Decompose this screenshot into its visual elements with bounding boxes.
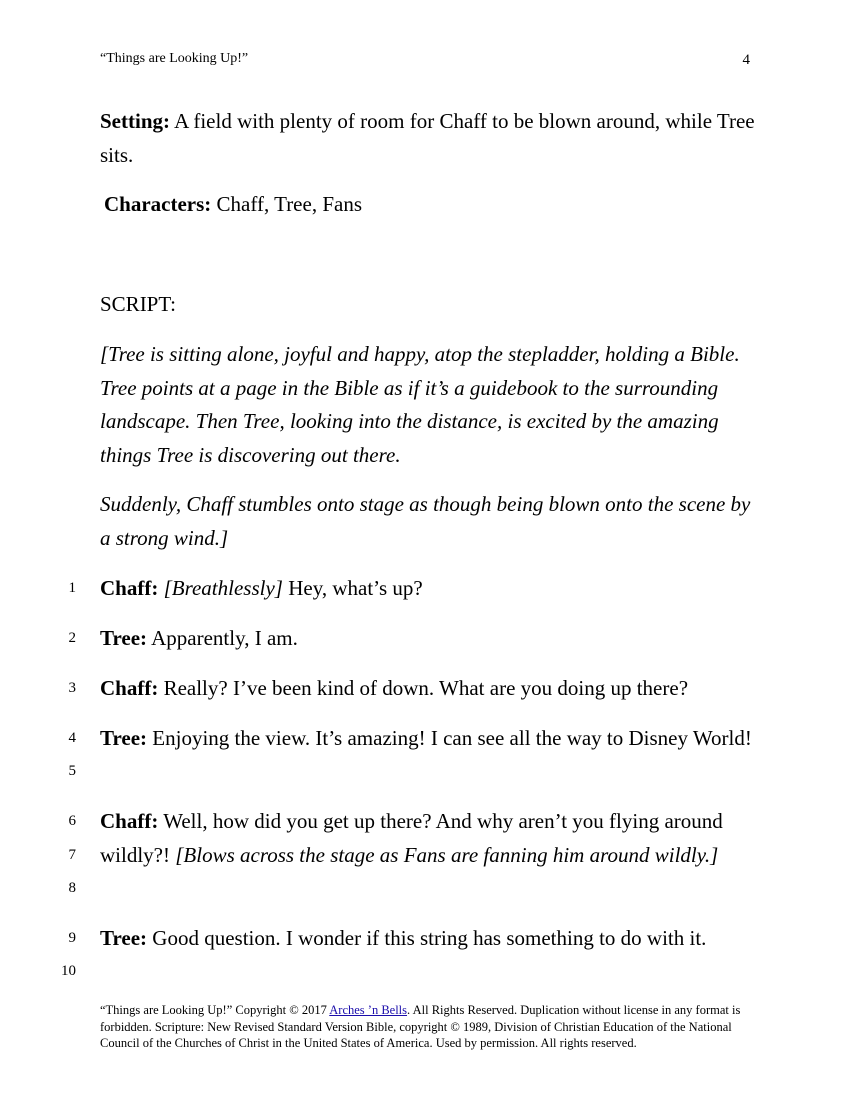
copyright-footer: [100, 1002, 750, 1052]
line-number: 8: [68, 880, 76, 896]
line-number: 7: [68, 847, 76, 863]
speaker-name: Tree:: [100, 926, 148, 950]
footer-text: . All Rights Reserved. Duplication without license in any format is forbidden. Scripture: New Revised Standard Version Bible, copyright © 1989, Division of Christian Education of the National Council of the Churches of Christ in the United States of America. Used by permission. All rights reserved.: [100, 1003, 741, 1050]
speaker-name: Chaff:: [100, 576, 159, 600]
speaker-name: Tree:: [100, 726, 148, 750]
characters-text: Chaff, Tree, Fans: [211, 192, 362, 216]
dialogue-line: [100, 722, 760, 756]
dialogue-line: [100, 672, 760, 706]
dialogue-text: Enjoying the view. It’s amazing! I can see all the way to Disney World!: [147, 726, 752, 750]
setting-text: A field with plenty of room for Chaff to be blown around, while Tree sits.: [100, 109, 755, 167]
speaker-name: Chaff:: [100, 809, 159, 833]
dialogue-line: [100, 805, 760, 872]
dialogue-line: [100, 922, 760, 956]
arches-n-bells-link[interactable]: Arches ’n Bells: [329, 1003, 408, 1017]
dialogue-text: Apparently, I am.: [147, 626, 298, 650]
characters-label: Characters:: [104, 192, 212, 216]
speaker-name: Tree:: [100, 626, 148, 650]
setting-paragraph: [100, 105, 760, 172]
page-number: 4: [742, 52, 750, 68]
line-number: 1: [68, 580, 76, 596]
running-header-title: “Things are Looking Up!”: [100, 51, 249, 66]
line-number: 9: [68, 930, 76, 946]
dialogue-line: [100, 622, 760, 656]
line-number: 3: [68, 680, 76, 696]
line-number: 6: [68, 813, 76, 829]
line-number: 4: [68, 730, 76, 746]
dialogue-text: Really? I’ve been kind of down. What are you doing up there?: [158, 676, 689, 700]
opening-stage-direction: [Tree is sitting alone, joyful and happy, atop the stepladder, holding a Bible. Tree points at a page in the Bible as if it’s a guidebook to the surrounding landscape. Then Tree, looking into the distance, is excited by the amazing things Tree is discovering out there.: [100, 342, 740, 467]
entrance-stage-direction: Suddenly, Chaff stumbles onto stage as though being blown onto the scene by a strong wind.]: [100, 492, 751, 550]
setting-label: Setting:: [100, 109, 170, 133]
dialogue-text: Well, how did you get up there? And why aren’t you flying around wildly?!: [100, 809, 723, 867]
line-number: 2: [68, 630, 76, 646]
characters-paragraph: [104, 188, 764, 222]
dialogue-line: [100, 572, 760, 606]
dialogue-text: Hey, what’s up?: [282, 576, 423, 600]
stage-direction: [Breathlessly]: [163, 576, 283, 600]
stage-direction: [Blows across the stage as Fans are fanning him around wildly.]: [175, 842, 719, 867]
dialogue-text: Good question. I wonder if this string has something to do with it.: [147, 926, 707, 950]
script-heading: SCRIPT:: [100, 292, 176, 316]
line-number: 10: [61, 963, 76, 979]
line-number: 5: [68, 763, 76, 779]
footer-text: “Things are Looking Up!” Copyright © 2017: [100, 1003, 330, 1017]
speaker-name: Chaff:: [100, 676, 159, 700]
